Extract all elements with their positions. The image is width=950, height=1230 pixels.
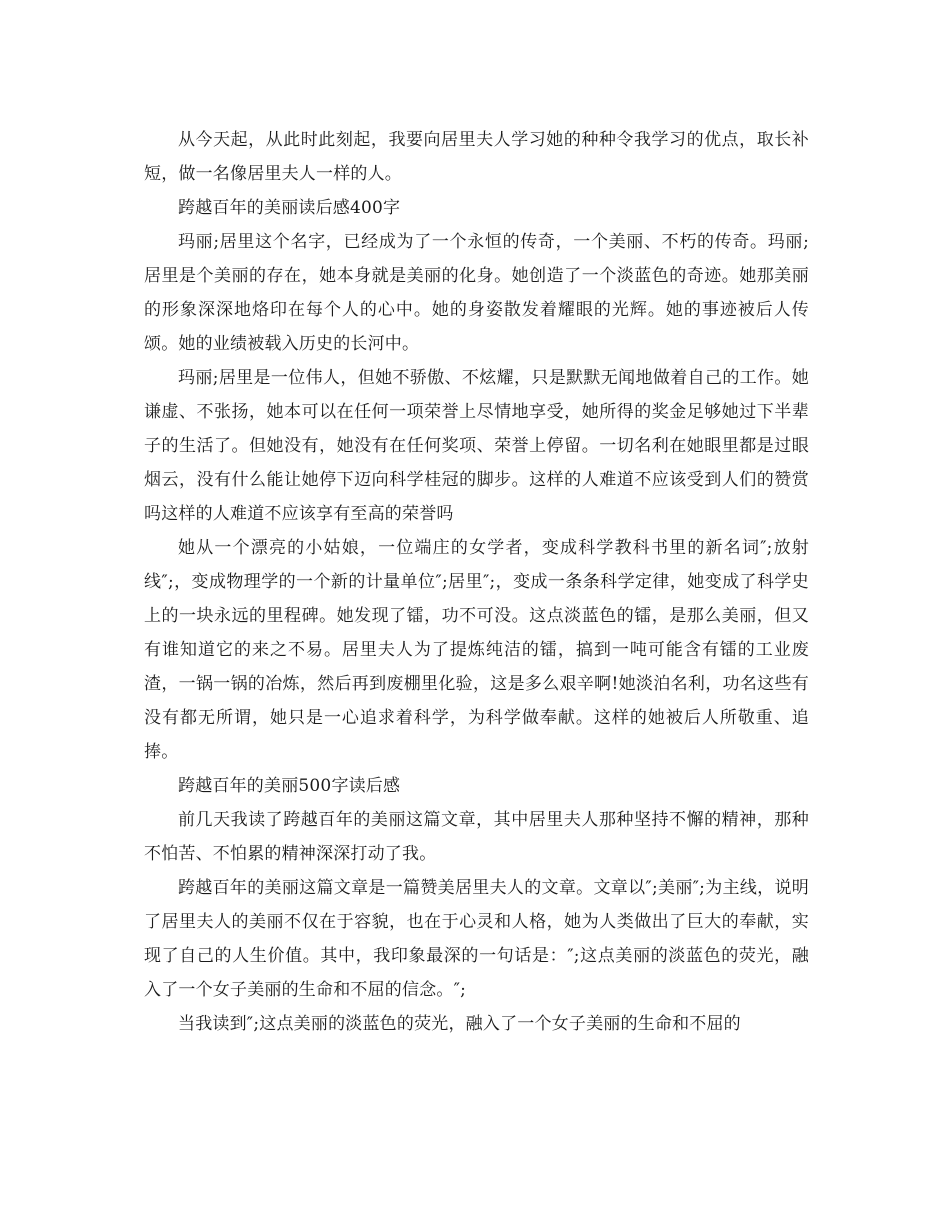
paragraph-when-reading: 当我读到″;这点美丽的淡蓝色的荧光，融入了一个女子美丽的生命和不屈的 bbox=[178, 1014, 741, 1034]
section-heading-400: 跨越百年的美丽读后感400字 bbox=[178, 198, 401, 218]
paragraph-learn-from-curie: 从今天起，从此时此刻起，我要向居里夫人学习她的种种令我学习的优点，取长补短，做一名像居里夫人一样的人。 bbox=[144, 130, 809, 184]
paragraph-legend: 玛丽;居里这个名字，已经成为了一个永恒的传奇，一个美丽、不朽的传奇。玛丽;居里是个美丽的存在，她本身就是美丽的化身。她创造了一个淡蓝色的奇迹。她那美丽的形象深深地烙印在每个人的心中。她的身姿散发着耀眼的光辉。她的事迹被后人传颂。她的业绩被载入历史的长河中。 bbox=[144, 232, 809, 354]
document-body bbox=[144, 123, 809, 1041]
paragraph-radium: 她从一个漂亮的小姑娘，一位端庄的女学者，变成科学教科书里的新名词″;放射线″;，变成物理学的一个新的计量单位″;居里″;，变成一条条科学定律，她变成了科学史上的一块永远的里程碑。她发现了镭，功不可没。这点淡蓝色的镭，是那么美丽，但又有谁知道它的来之不易。居里夫人为了提炼纯洁的镭，搞到一吨可能含有镭的工业废渣，一锅一锅的冶炼，然后再到废棚里化验，这是多么艰辛啊!她淡泊名利，功名这些有没有都无所谓，她只是一心追求着科学，为科学做奉献。这样的她被后人所敬重、追捧。 bbox=[144, 538, 809, 762]
paragraph-beauty-theme: 跨越百年的美丽这篇文章是一篇赞美居里夫人的文章。文章以″;美丽″;为主线，说明了居里夫人的美丽不仅在于容貌，也在于心灵和人格，她为人类做出了巨大的奉献，实现了自己的人生价值。其中，我印象最深的一句话是：″;这点美丽的淡蓝色的荧光，融入了一个女子美丽的生命和不屈的信念。″; bbox=[144, 878, 809, 1000]
section-heading-500: 跨越百年的美丽500字读后感 bbox=[178, 776, 401, 796]
paragraph-humble: 玛丽;居里是一位伟人，但她不骄傲、不炫耀，只是默默无闻地做着自己的工作。她谦虚、不张扬，她本可以在任何一项荣誉上尽情地享受，她所得的奖金足够她过下半辈子的生活了。但她没有，她没有在任何奖项、荣誉上停留。一切名利在她眼里都是过眼烟云，没有什么能让她停下迈向科学桂冠的脚步。这样的人难道不应该受到人们的赞赏吗这样的人难道不应该享有至高的荣誉吗 bbox=[144, 368, 809, 524]
paragraph-read-article: 前几天我读了跨越百年的美丽这篇文章，其中居里夫人那种坚持不懈的精神，那种不怕苦、不怕累的精神深深打动了我。 bbox=[144, 810, 809, 864]
